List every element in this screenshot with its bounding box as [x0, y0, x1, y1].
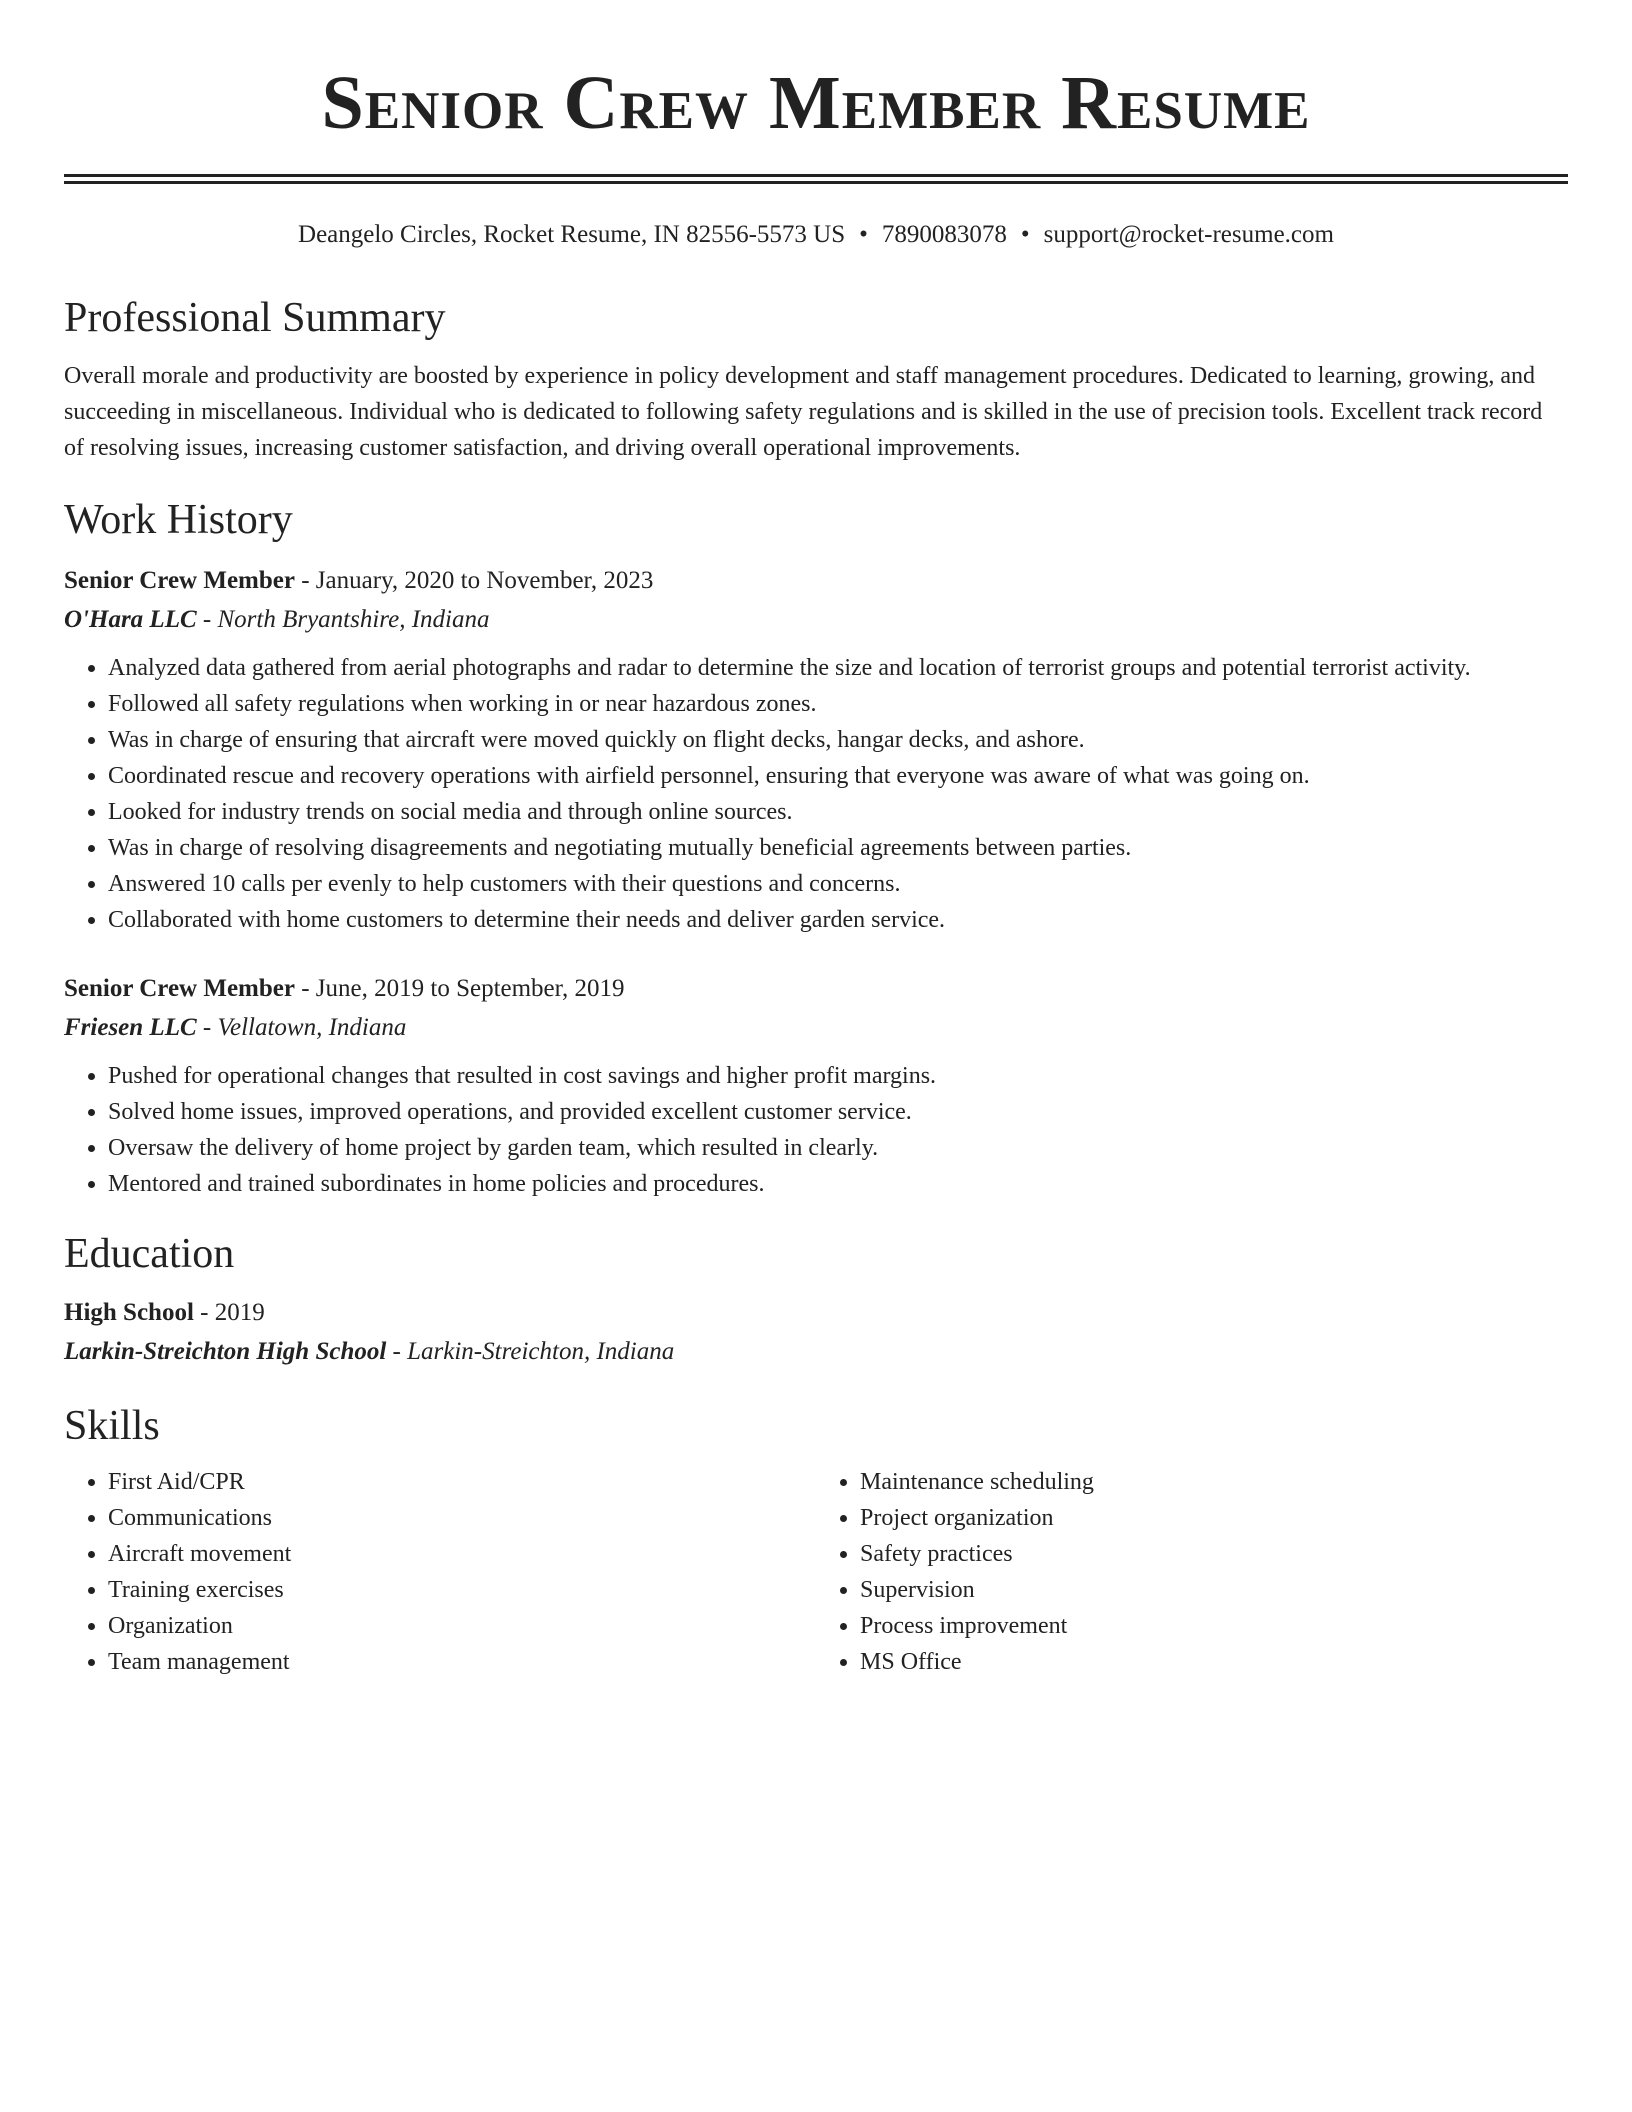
contact-line — [64, 218, 1568, 252]
skill-item: • Organization — [108, 1608, 816, 1644]
contact-email: support@rocket-resume.com — [1043, 221, 1334, 248]
contact-phone: 7890083078 — [881, 221, 1007, 248]
company-name: O'Hara LLC — [64, 606, 197, 633]
job-bullet: • Was in charge of ensuring that aircraft were moved quickly on flight decks, hangar decks, and ashore. — [108, 722, 1568, 758]
job-entry — [64, 562, 1568, 938]
skill-item: • Aircraft movement — [108, 1536, 816, 1572]
job-title-line — [64, 562, 1568, 600]
summary-heading: Professional Summary — [64, 295, 446, 341]
work-history-heading: Work History — [64, 497, 293, 543]
contact-separator: • — [859, 221, 868, 248]
resume-title: Senior Crew Member Resume — [321, 61, 1311, 145]
education-year: - 2019 — [193, 1299, 265, 1326]
job-bullet: • Pushed for operational changes that resulted in cost savings and higher profit margins. — [108, 1058, 1568, 1094]
summary-text: Overall morale and productivity are boosted by experience in policy development and staff management procedures. Dedicated to learning, growing, and succeeding in miscellaneous. Individual who is dedicated to following safety regulations and is skilled in the use of precision tools. Excellent track record of resolving issues, increasing customer satisfaction, and driving overall operational improvements. — [64, 363, 1543, 461]
skill-item: • First Aid/CPR — [108, 1464, 816, 1500]
job-bullet: • Oversaw the delivery of home project by garden team, which resulted in clearly. — [108, 1130, 1568, 1166]
skill-item: • Training exercises — [108, 1572, 816, 1608]
skill-item: • Safety practices — [860, 1536, 1568, 1572]
job-bullet: • Collaborated with home customers to determine their needs and deliver garden service. — [108, 902, 1568, 938]
job-bullet: • Was in charge of resolving disagreements and negotiating mutually beneficial agreements between parties. — [108, 830, 1568, 866]
company-line — [64, 600, 1568, 640]
job-bullet: • Answered 10 calls per evenly to help customers with their questions and concerns. — [108, 866, 1568, 902]
company-line — [64, 1008, 1568, 1048]
job-title-line — [64, 970, 1568, 1008]
skill-item: • Maintenance scheduling — [860, 1464, 1568, 1500]
title-divider — [64, 174, 1568, 184]
education-school-line — [64, 1332, 1568, 1372]
skill-item: • MS Office — [860, 1644, 1568, 1680]
skill-item: • Process improvement — [860, 1608, 1568, 1644]
skill-item: • Team management — [108, 1644, 816, 1680]
job-bullet: • Solved home issues, improved operations, and provided excellent customer service. — [108, 1094, 1568, 1130]
contact-separator: • — [1020, 221, 1030, 248]
education-degree-line — [64, 1294, 1568, 1332]
job-title: Senior Crew Member — [64, 567, 295, 594]
job-bullet: • Followed all safety regulations when working in or near hazardous zones. — [108, 686, 1568, 722]
job-bullet: • Looked for industry trends on social media and through online sources. — [108, 794, 1568, 830]
skill-item: • Communications — [108, 1500, 816, 1536]
job-title: Senior Crew Member — [64, 975, 295, 1002]
company-location: - North Bryantshire, Indiana — [196, 606, 490, 633]
skill-item: • Project organization — [860, 1500, 1568, 1536]
education-degree: High School — [64, 1299, 194, 1326]
education-location: - Larkin-Streichton, Indiana — [386, 1338, 675, 1365]
job-dates: - January, 2020 to November, 2023 — [294, 567, 654, 594]
company-name: Friesen LLC — [64, 1014, 197, 1041]
skill-item: • Supervision — [860, 1572, 1568, 1608]
job-bullets — [64, 1058, 1568, 1202]
job-bullets — [64, 650, 1568, 938]
skills-heading: Skills — [64, 1403, 160, 1449]
job-bullet: • Mentored and trained subordinates in home policies and procedures. — [108, 1166, 1568, 1202]
education-heading: Education — [64, 1231, 235, 1277]
education-school: Larkin-Streichton High School — [64, 1338, 387, 1365]
skills-columns — [64, 1464, 1568, 1680]
company-location: - Vellatown, Indiana — [196, 1014, 407, 1041]
skills-list-right — [816, 1464, 1568, 1680]
contact-address: Deangelo Circles, Rocket Resume, IN 82556-5573 US — [298, 221, 846, 248]
job-bullet: • Analyzed data gathered from aerial photographs and radar to determine the size and location of terrorist groups and potential terrorist activity. — [108, 650, 1568, 686]
job-dates: - June, 2019 to September, 2019 — [294, 975, 625, 1002]
job-bullet: • Coordinated rescue and recovery operations with airfield personnel, ensuring that everyone was aware of what was going on. — [108, 758, 1568, 794]
skills-list-left — [64, 1464, 816, 1680]
job-entry — [64, 970, 1568, 1202]
